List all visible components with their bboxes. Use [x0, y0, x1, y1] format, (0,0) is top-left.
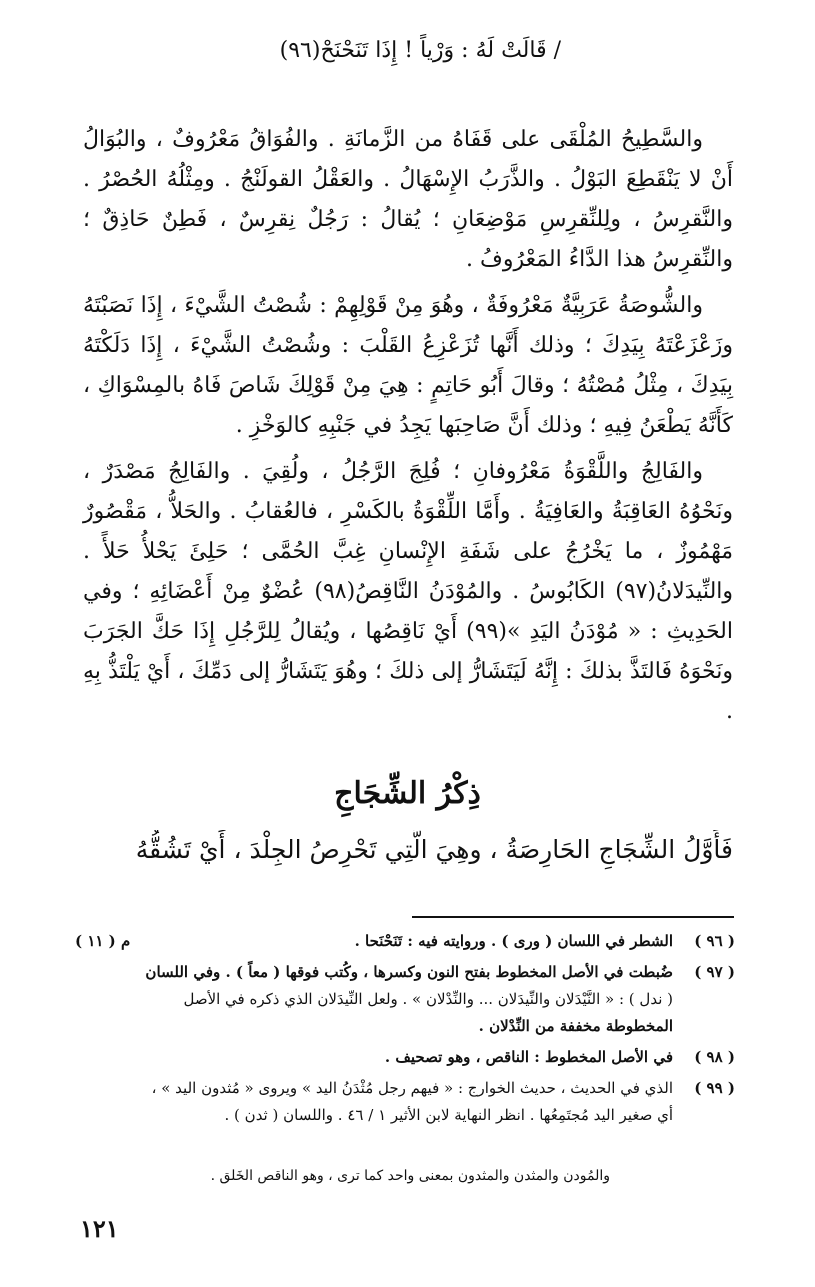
paragraph: والفَالِجُ واللَّقْوَةُ مَعْرُوفانِ ؛ فُلِجَ الرَّجُلُ ، ولُقِيَ . والفَالِجُ مَصْدَرٌ ، ونَحْوُهُ العَاقِبَةُ والعَافِيَةُ . وأَمَّا اللِّقْوَةُ بالكَسْرِ ، فالعُقابُ . والحَلاُّ ، مَقْصُورٌ مَهْمُوزٌ ، ما يَخْرُجُ على شَفَةِ الإِنْسانِ غِبَّ الحُمَّى ؛ حَلِئَ يَحْلأُ حَلأً . والنِّيدَلانُ(٩٧) الكَابُوسُ . والمُوْدَنُ النَّاقِصُ(٩٨) عُضْوٌ مِنْ أَعْضَائِهِ ؛ وفي الحَدِيثِ : « مُوْدَنُ اليَدِ »(٩٩) أَيْ نَاقِصُها ، ويُقالُ لِلرَّجُلِ إِذَا حَكَّ الجَرَبَ ونَحْوَهُ فَالتَذَّ بذلكَ : إِنَّهُ لَيَتَشَارُّ إلى ذلكَ ؛ وهُوَ يَتَشَارُّ إلى دَمِّكَ ، أَيْ يَلْتَذُّ بِهِ . [83, 459, 734, 724]
page-number: ١٢١ [80, 1214, 119, 1243]
paragraph: والسَّطِيحُ المُلْقَى على قَفَاهُ من الزَّمانَةِ . والفُوَاقُ مَعْرُوفٌ ، والبُوَالُ أَنْ لا يَنْقَطِعَ البَوْلُ . والذَّرَبُ الإِسْهَالُ . والعَقْلُ القولَنْجُ . ومِثْلُهُ الحُصْرُ . والنَّقرِسُ ، ولِلنِّقرِسِ مَوْضِعَانِ ؛ يُقالُ : رَجُلٌ نِقرِسٌ ، فَطِنٌ حَاذِقٌ ؛ والنِّقرِسُ هذا الدَّاءُ المَعْرُوفُ . [83, 127, 733, 272]
footnote-line: في الأصل المخطوط : الناقص ، وهو تصحيف . [384, 1048, 673, 1066]
footnote-line: الشطر في اللسان ( ورى ) . وروايته فيه : تَنَحْنَحا . [354, 932, 673, 950]
footnote [75, 1044, 735, 1071]
footnote-number: ( ٩٧ ) [694, 963, 735, 981]
footnote-body [75, 928, 673, 955]
footnote-number: ( ٩٦ ) [694, 932, 735, 950]
footnote-body [75, 1044, 673, 1071]
main-text [83, 120, 733, 738]
footnote-line: أي صغير اليد مُجتَمِعُها . انظر النهاية لابن الأثير ١ / ٤٦ . واللسان ( ثدن ) . [224, 1106, 673, 1124]
footnote-body [75, 959, 673, 1040]
section-heading: ذِكْرُ الشِّجَاجِ [334, 776, 481, 811]
footnote [75, 1075, 735, 1129]
footnote-line: المخطوطة مخففة من النِّدْلان . [478, 1017, 673, 1035]
footnote-body [75, 1075, 673, 1129]
footnote-line: ضُبطت في الأصل المخطوط بفتح النون وكسرها ، وكُتب فوقها ( معاً ) . وفي اللسان [145, 963, 673, 981]
footnote-addendum: والمُودن والمثدن والمثدون بمعنى واحد كما ترى ، وهو الناقص الخَلق . [210, 1168, 610, 1184]
footnote-number: ( ٩٨ ) [694, 1048, 735, 1066]
running-header: / قَالَتْ لَهُ : وَرْياً ! إِذَا تَنَحْنَحْ(٩٦) [279, 38, 561, 63]
footnote-divider [412, 916, 734, 918]
footnote-line: الذي في الحديث ، حديث الخوارج : « فيهم رجل مُثْدَنُ اليد » ويروى « مُثدون اليد » ، [151, 1079, 673, 1097]
section-lead-text: فَأَوَّلُ الشِّجَاجِ الحَارِصَةُ ، وهِيَ الَّتِي تَحْرِصُ الجِلْدَ ، أَيْ تَشُقُّهُ [135, 835, 733, 864]
footnote-side-mark: م ( ١١ ) [75, 932, 131, 950]
footnote-line: ( ندل ) : « النَّيْدَلان والنِّيدَلان ... والنِّدْلان » . ولعل النِّيدَلان الذي ذكره في الأصل [183, 990, 673, 1008]
footnote-number: ( ٩٩ ) [694, 1079, 735, 1097]
footnotes [75, 928, 735, 1133]
footnote [75, 928, 735, 955]
paragraph: والشُّوصَةُ عَرَبِيَّةٌ مَعْرُوفَةٌ ، وهُوَ مِنْ قَوْلِهِمْ : شُصْتُ الشَّيْءَ ، إِذَا نَصَبْتَهُ وزَعْزَعْتَهُ بِيَدِكَ ؛ وذلك أَنَّها تُزَعْزِعُ القَلْبَ : وشُصْتُ الشَّيْءَ ، إِذَا دَلَكْتَهُ بِيَدِكَ ، مِثْلُ مُصْتُهُ ؛ وقالَ أَبُو حَاتِمٍ : هِيَ مِنْ قَوْلِكَ شَاصَ فَاهُ بالمِسْوَاكِ ، كَأَنَّهُ يَطْعَنُ فِيهِ ؛ وذلك أَنَّ صَاحِبَها يَجِدُ في جَنْبِهِ كالوَخْزِ . [83, 293, 733, 438]
footnote [75, 959, 735, 1040]
